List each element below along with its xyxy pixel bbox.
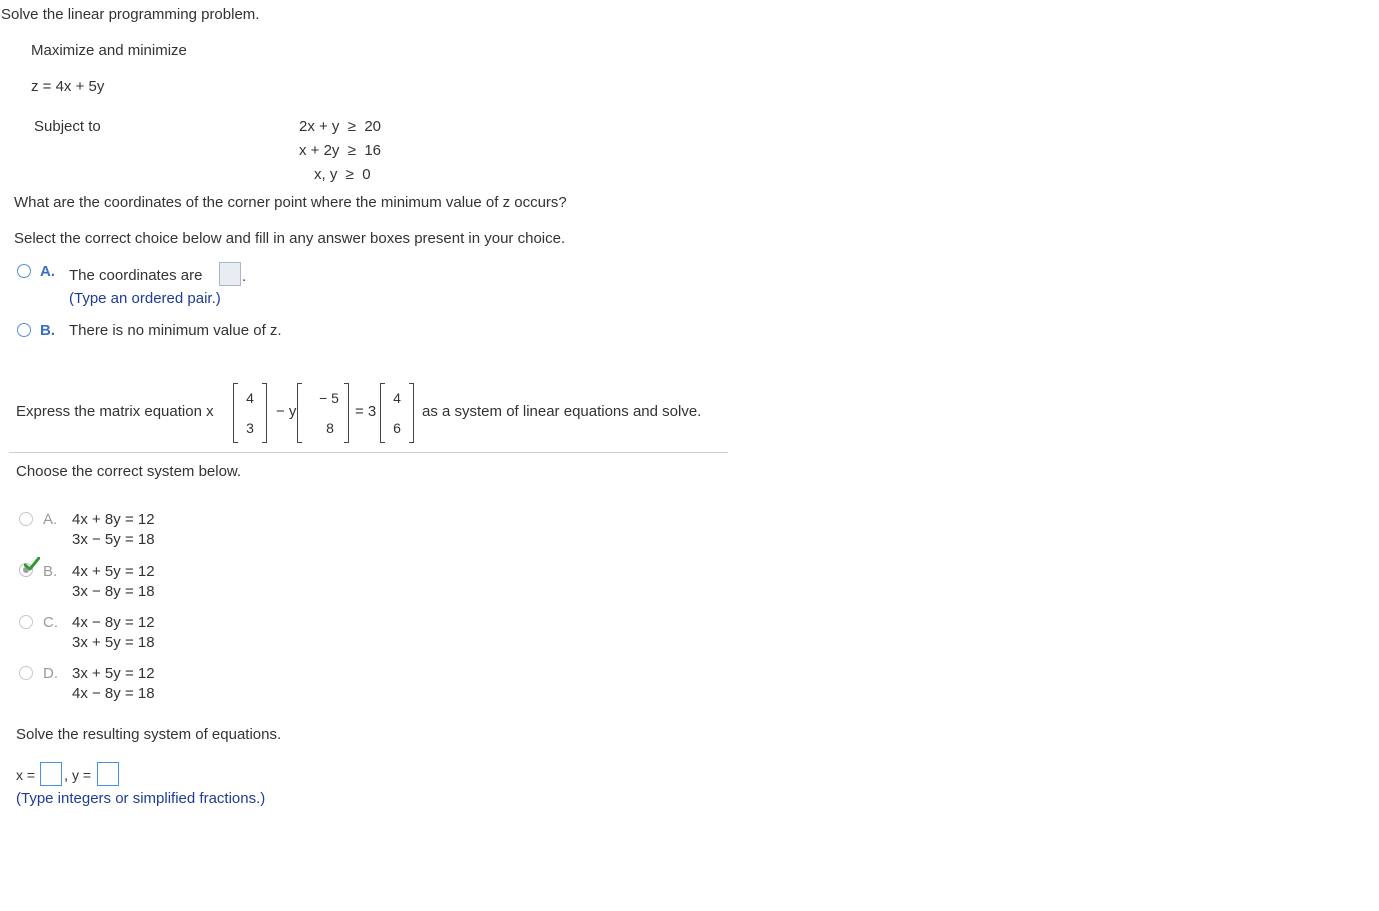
option-d-letter: D.: [43, 665, 58, 682]
choice-b-radio[interactable]: [17, 323, 31, 337]
option-a-letter: A.: [43, 511, 58, 528]
answer-comma: ,: [64, 767, 69, 784]
constraint-3: x, y ≥ 0: [314, 166, 371, 183]
matrix1-left-bracket: [233, 383, 238, 443]
choice-a-text: The coordinates are: [69, 267, 203, 284]
matrix2-top: − 5: [319, 390, 339, 406]
option-b-line2: 3x − 8y = 18: [72, 583, 155, 600]
matrix2-left-bracket: [297, 383, 302, 443]
choice-b-letter: B.: [40, 322, 55, 339]
option-c-line1: 4x − 8y = 12: [72, 614, 155, 631]
matrix2-right-bracket: [344, 383, 349, 443]
x-answer-box[interactable]: [40, 762, 62, 786]
option-c-letter: C.: [43, 614, 58, 631]
matrix3-bottom: 6: [393, 420, 401, 436]
objective-function: z = 4x + 5y: [31, 78, 105, 95]
option-d-line1: 3x + 5y = 12: [72, 665, 155, 682]
option-a-radio[interactable]: [19, 512, 33, 526]
minus-y: − y: [276, 403, 297, 420]
matrix3-left-bracket: [380, 383, 385, 443]
matrix-prompt-post: as a system of linear equations and solve.: [422, 403, 702, 420]
solve-system-prompt: Solve the resulting system of equations.: [16, 726, 282, 743]
y-answer-box[interactable]: [97, 762, 119, 786]
matrix1-top: 4: [246, 390, 254, 406]
matrix-prompt-pre: Express the matrix equation x: [16, 403, 214, 420]
option-d-line2: 4x − 8y = 18: [72, 685, 155, 702]
choose-system-label: Choose the correct system below.: [16, 463, 242, 480]
matrix3-top: 4: [393, 390, 401, 406]
choice-a-letter: A.: [40, 263, 55, 280]
matrix2-bottom: 8: [326, 420, 334, 436]
constraint-1: 2x + y ≥ 20: [299, 118, 382, 135]
choice-b-text: There is no minimum value of z.: [69, 322, 282, 339]
option-a-line1: 4x + 8y = 12: [72, 511, 155, 528]
option-b-letter: B.: [43, 563, 58, 580]
option-d-radio[interactable]: [19, 666, 33, 680]
choice-a-radio[interactable]: [17, 264, 31, 278]
objective-intro: Maximize and minimize: [31, 42, 187, 59]
y-label: y =: [72, 767, 92, 783]
coordinates-answer-box[interactable]: [219, 262, 241, 286]
checkmark-icon: [24, 557, 40, 571]
option-c-line2: 3x + 5y = 18: [72, 634, 155, 651]
option-a-line2: 3x − 5y = 18: [72, 531, 155, 548]
matrix1-right-bracket: [262, 383, 267, 443]
x-label: x =: [16, 767, 36, 783]
option-b-line1: 4x + 5y = 12: [72, 563, 155, 580]
matrix3-right-bracket: [409, 383, 414, 443]
choice-a-period: .: [242, 268, 247, 285]
equals-3: = 3: [355, 403, 377, 420]
option-c-radio[interactable]: [19, 615, 33, 629]
matrix1-bottom: 3: [246, 420, 254, 436]
answer-format-hint: (Type integers or simplified fractions.): [16, 790, 266, 807]
subject-to-label: Subject to: [34, 118, 101, 135]
q1-heading: Solve the linear programming problem.: [1, 6, 260, 23]
q1-instruction: Select the correct choice below and fill in any answer boxes present in your choice.: [14, 230, 566, 247]
q1-question: What are the coordinates of the corner point where the minimum value of z occurs?: [14, 194, 567, 211]
section-divider: [9, 452, 728, 453]
constraint-2: x + 2y ≥ 16: [299, 142, 382, 159]
choice-a-hint: (Type an ordered pair.): [69, 290, 221, 307]
